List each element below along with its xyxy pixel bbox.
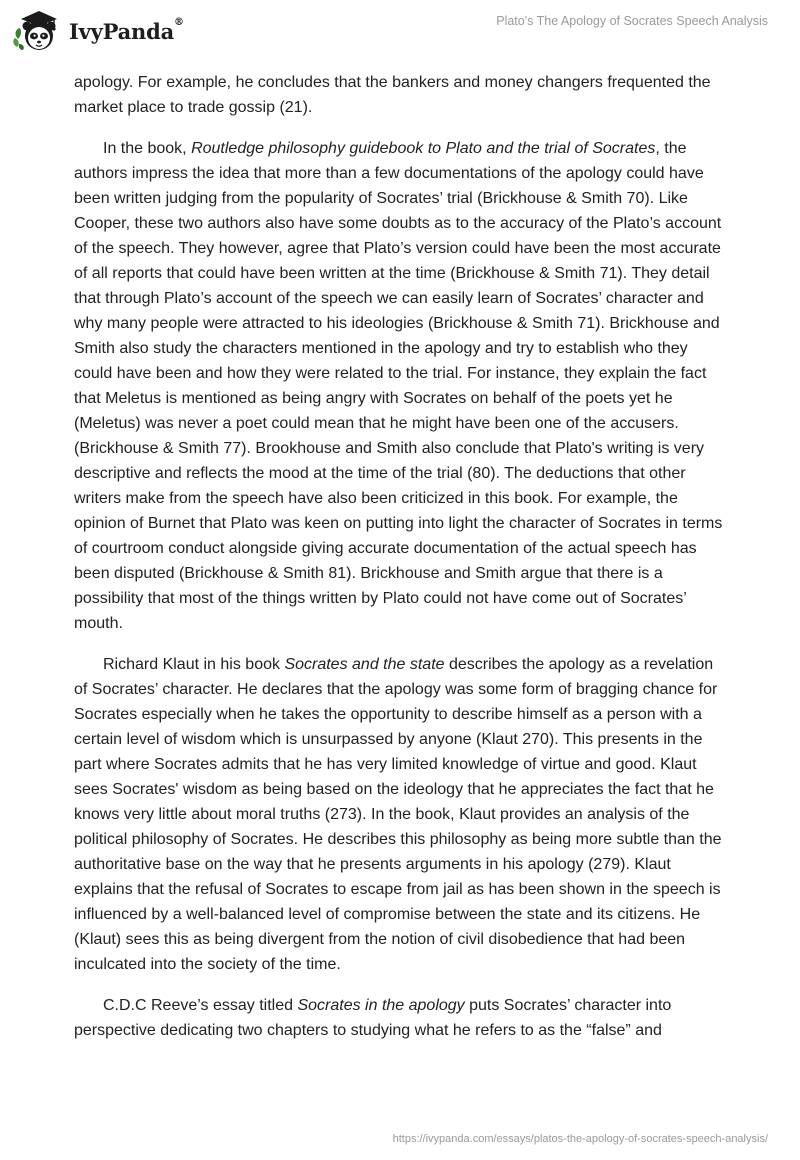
book-title: Routledge philosophy guidebook to Plato and the trial of Socrates	[191, 140, 656, 157]
ivypanda-logo[interactable]	[12, 9, 184, 53]
brand-name: IvyPanda®	[69, 16, 184, 44]
panda-graduate-icon	[12, 9, 62, 53]
document-title: Plato's The Apology of Socrates Speech Analysis	[496, 14, 768, 28]
paragraph-reeve: C.D.C Reeve’s essay titled Socrates in the apology puts Socrates’ character into perspective dedicating two chapters to studying what he refers to as the “false” and	[74, 997, 672, 1039]
paragraph-brickhouse-smith: In the book, Routledge philosophy guidebook to Plato and the trial of Socrates, the authors impress the idea that more than a few documentations of the apology could have been written judging from the popularity of Socrates’ trial (Brickhouse & Smith 70). Like Cooper, these two authors also have some doubts as to the accuracy of the Plato’s account of the speech. They however, agree that Plato’s version could have been the most accurate of all reports that could have been written at the time (Brickhouse & Smith 71). They detail that through Plato’s account of the speech we can easily learn of Socrates’ character and why many people were attracted to his ideologies (Brickhouse & Smith 71). Brickhouse and Smith also study the characters mentioned in the apology and try to establish who they could have been and how they were related to the trial. For instance, they explain the fact that Meletus is mentioned as being angry with Socrates on behalf of the poets yet he (Meletus) was never a poet could mean that he might have been one of the accusers. (Brickhouse & Smith 77). Brookhouse and Smith also conclude that Plato's writing is very descriptive and reflects the mood at the time of the trial (80). The deductions that other writers make from the speech have also been criticized in this book. For example, the opinion of Burnet that Plato was keen on putting into light the character of Socrates in terms of courtroom conduct alongside giving accurate documentation of the actual speech has been disputed (Brickhouse & Smith 81). Brickhouse and Smith argue that there is a possibility that most of the things written by Plato could not have come out of Socrates’ mouth.	[74, 140, 723, 632]
essay-title: Socrates in the apology	[297, 997, 465, 1014]
book-title: Socrates and the state	[284, 656, 445, 673]
paragraph-klaut: Richard Klaut in his book Socrates and the state describes the apology as a revelation of Socrates’ character. He declares that the apology was some form of bragging chance for Socrates especially when he takes the opportunity to describe himself as a person with a certain level of wisdom which is unsurpassed by anyone (Klaut 270). This presents in the part where Socrates admits that he has very limited knowledge of virtue and good. Klaut sees Socrates' wisdom as being based on the ideology that he appreciates the fact that he knows very little about moral truths (273). In the book, Klaut provides an analysis of the political philosophy of Socrates. He describes this philosophy as being more subtle than the authoritative base on the way that he presents arguments in his apology (279). Klaut explains that the refusal of Socrates to escape from jail as has been shown in the speech is influenced by a well-balanced level of compromise between the state and its citizens. He (Klaut) sees this as being divergent from the notion of civil disobedience that had been inculcated into the society of the time.	[74, 656, 722, 973]
page-header	[0, 0, 800, 62]
essay-body	[74, 70, 726, 1059]
source-url[interactable]: https://ivypanda.com/essays/platos-the-apology-of-socrates-speech-analysis/	[392, 1133, 768, 1145]
paragraph-continuation: apology. For example, he concludes that the bankers and money changers frequented the market place to trade gossip (21).	[74, 74, 711, 116]
